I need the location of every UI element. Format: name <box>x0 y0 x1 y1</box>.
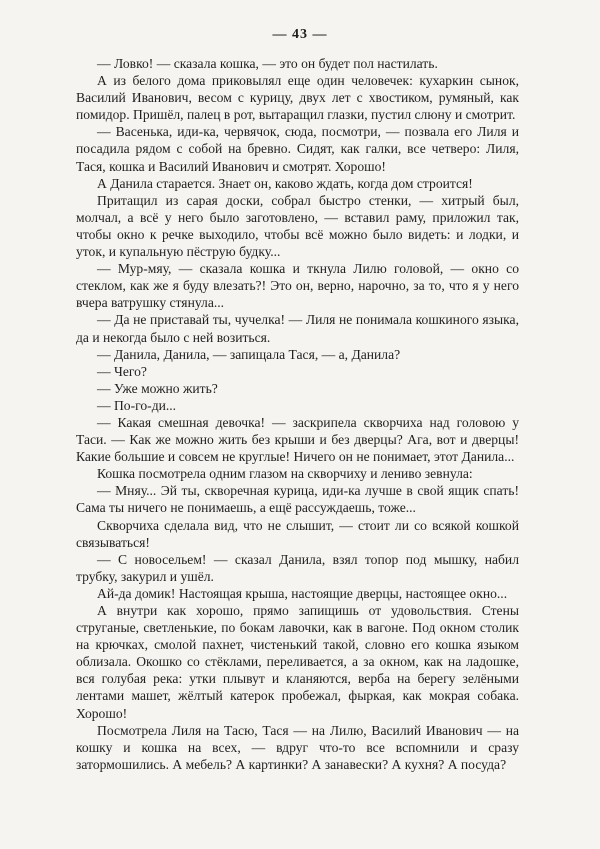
paragraph: А Данила старается. Знает он, каково ждать, когда дом строится! <box>97 175 473 191</box>
page-text <box>76 55 519 773</box>
paragraph: — По-го-ди... <box>97 397 177 413</box>
paragraph: — Васенька, иди-ка, червячок, сюда, посмотри, — позвала его Лиля и посадила рядом с собой на бревно. Сидят, как галки, все четверо: Лиля, Тася, кошка и Василий Иванович и смотрят. Хорошо! <box>76 124 519 174</box>
paragraph: — С новосельем! — сказал Данила, взял топор под мышку, набил трубку, закурил и ушёл. <box>76 551 519 584</box>
paragraph: — Чего? <box>97 363 147 379</box>
paragraph: — Какая смешная девочка! — заскрипела скворчиха над головою у Таси. — Как же можно жить без крыши и без дверцы? Ага, вот и дверцы! Какие большие и совсем не круглые! Ничего он не понимает, этот Данила... <box>76 414 519 465</box>
paragraph: — Да не приставай ты, чучелка! — Лиля не понимала кошкиного языка, да и некогда было с ней возиться. <box>76 312 519 345</box>
page-number: — 43 — <box>272 27 328 42</box>
paragraph: Посмотрела Лиля на Тасю, Тася — на Лилю, Василий Иванович — на кошку и кошка на всех, — вдруг что-то все вспомнили и сразу затормошились. А мебель? А картинки? А занавески? А кухня? А посуда? <box>76 722 519 772</box>
paragraph: А из белого дома приковылял еще один человечек: кухаркин сынок, Василий Иванович, весом с курицу, двух лет с хвостиком, румяный, как помидор. Пришёл, палец в рот, вытаращил глазки, пустил слюну и смотрит. <box>76 73 519 123</box>
paragraph: А внутри как хорошо, прямо запищишь от удовольствия. Стены струганые, светленькие, по бокам лавочки, как в вагоне. Под окном столик на крючках, смолой пахнет, чистенький такой, словно его кошка языком облизала. Окошко со стёклами, переливается, а за окном, как на ладошке, вся голубая река: утки плывут и кланяются, верба на берегу зелёными лентами машет, жёлтый катерок пробежал, фыркая, как мокрая собака. Хорошо! <box>76 603 519 721</box>
paragraph: Скворчиха сделала вид, что не слышит, — стоит ли со всякой кошкой связываться! <box>76 517 519 550</box>
paragraph: Ай-да домик! Настоящая крыша, настоящие дверцы, настоящее окно... <box>97 585 508 601</box>
paragraph: — Данила, Данила, — запищала Тася, — а, Данила? <box>97 346 401 362</box>
paragraph: — Уже можно жить? <box>97 380 218 396</box>
paragraph: Притащил из сарая доски, собрал быстро стенки, — хитрый был, молчал, а всё у него было заготовлено, — вставил раму, приложил так, чтобы окно к речке выходило, чтобы всё можно было видеть: и лодки, и уток, и купальную пёструю будку... <box>76 192 519 260</box>
paragraph: Кошка посмотрела одним глазом на скворчиху и лениво зевнула: <box>97 466 473 482</box>
paragraph: — Мур-мяу, — сказала кошка и ткнула Лилю головой, — окно со стеклом, как же я буду влезать?! Это он, верно, нарочно, за то, что я у него вчера ватрушку стянула... <box>76 261 519 311</box>
paragraph: — Мняу... Эй ты, скворечная курица, иди-ка лучше в свой ящик спать! Сама ты ничего не понимаешь, а ещё рассуждаешь, тоже... <box>76 483 519 516</box>
paragraph: — Ловко! — сказала кошка, — это он будет пол настилать. <box>97 56 438 71</box>
